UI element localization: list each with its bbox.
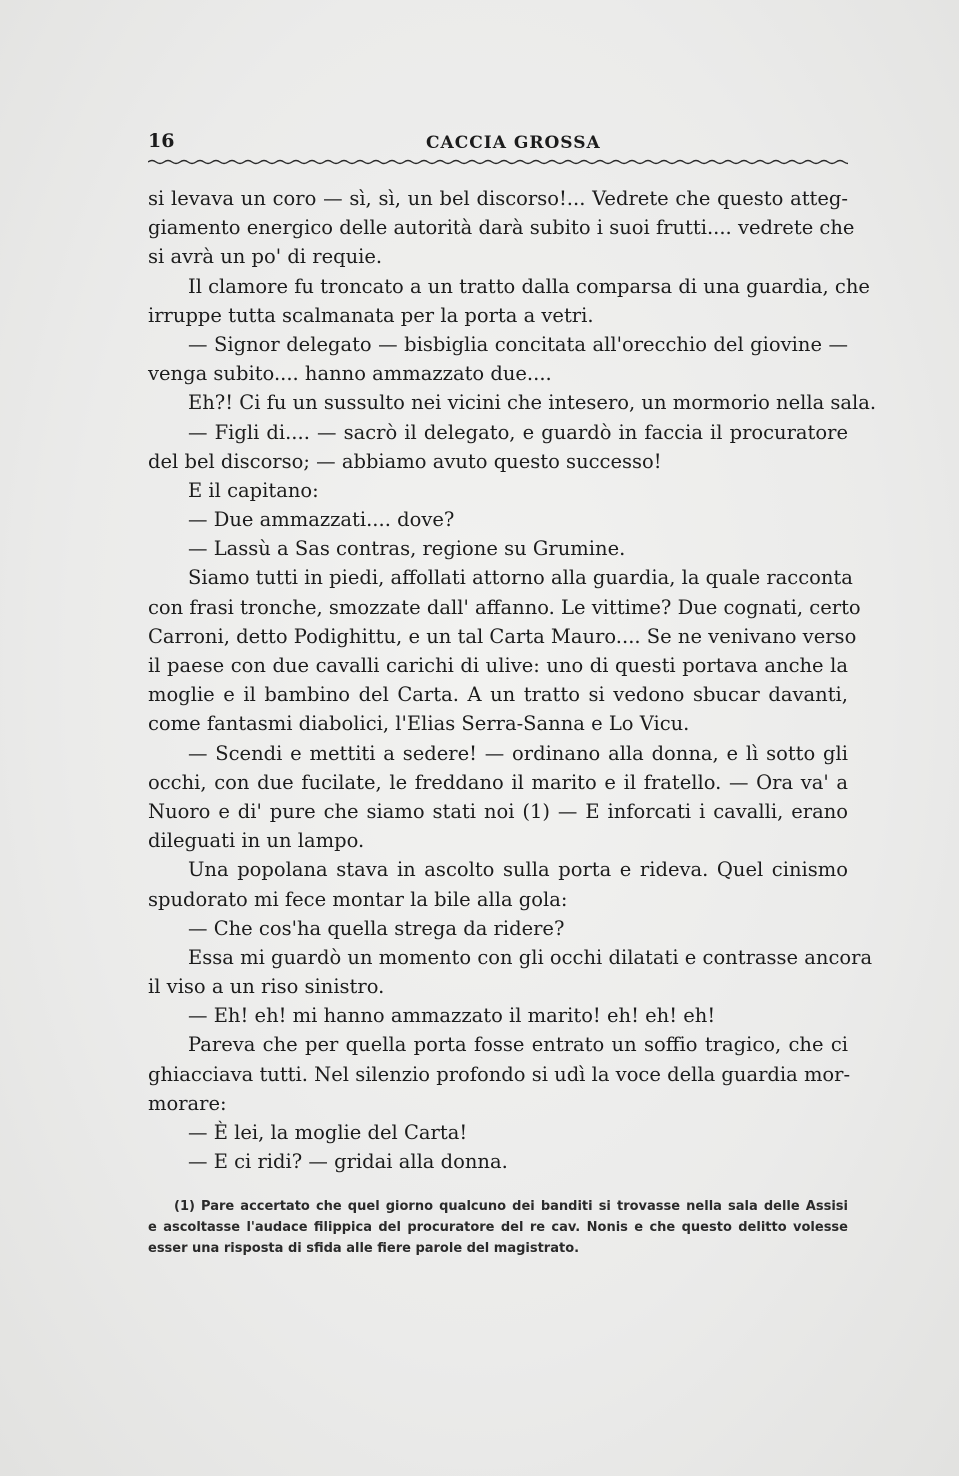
text-line: il viso a un riso sinistro. [148,975,385,999]
wavy-rule-divider [148,158,848,170]
text-line: Una popolana stava in ascolto sulla porta e rideva. Quel cinismo [188,858,848,882]
text-line: venga subito.... hanno ammazzato due.... [148,362,552,386]
text-line: — Signor delegato — bisbiglia concitata all'orecchio del giovine — [188,332,848,356]
text-line: Pareva che per quella porta fosse entrato un soffio tragico, che ci [188,1033,848,1057]
text-line: Nuoro e di' pure che siamo stati noi (1) — E inforcati i cavalli, erano [148,799,848,823]
text-line: del bel discorso; — abbiamo avuto questo successo! [148,449,662,473]
footnote-line: e ascoltasse l'audace filippica del procuratore del re cav. Nonis e che questo delitto volesse [148,1220,848,1235]
footnote-line: (1) Pare accertato che quel giorno qualcuno dei banditi si trovasse nella sala delle Assisi [174,1199,848,1214]
text-line: — E ci ridi? — gridai alla donna. [188,1150,508,1174]
text-line: E il capitano: [188,478,319,502]
text-line: Eh?! Ci fu un sussulto nei vicini che intesero, un mormorio nella sala. [188,391,877,415]
text-line: Siamo tutti in piedi, affollati attorno alla guardia, la quale racconta [188,566,853,590]
text-line: — Lassù a Sas contras, regione su Grumine. [188,537,626,561]
text-line: si levava un coro — sì, sì, un bel discorso!... Vedrete che questo atteg- [148,187,848,210]
text-line: — Che cos'ha quella strega da ridere? [188,916,565,940]
text-line: il paese con due cavalli carichi di ulive: uno di questi portava anche la [148,654,848,677]
text-line: — Eh! eh! mi hanno ammazzato il marito! eh! eh! eh! [188,1004,716,1028]
text-line: irruppe tutta scalmanata per la porta a vetri. [148,303,594,327]
text-line: morare: [148,1091,227,1115]
footnotes [148,1196,848,1259]
running-title: CACCIA GROSSA [426,133,601,153]
text-line: giamento energico delle autorità darà subito i suoi frutti.... vedrete che [148,216,855,240]
text-line: Il clamore fu troncato a un tratto dalla comparsa di una guardia, che [188,274,870,298]
page-number: 16 [148,130,175,152]
text-line: moglie e il bambino del Carta. A un tratto si vedono sbucar davanti, [148,683,848,707]
text-line: — Figli di.... — sacrò il delegato, e guardò in faccia il procuratore [188,420,848,444]
text-line: ghiacciava tutti. Nel silenzio profondo si udì la voce della guardia mor- [148,1062,851,1086]
text-line: spudorato mi fece montar la bile alla gola: [148,887,568,911]
body-text [148,184,877,1176]
page-header [148,128,848,158]
text-line: Carroni, detto Podighittu, e un tal Carta Mauro.... Se ne venivano verso [148,624,857,648]
text-line: si avrà un po' di requie. [148,245,383,269]
text-line: — È lei, la moglie del Carta! [188,1121,468,1144]
text-line: come fantasmi diabolici, l'Elias Serra-Sanna e Lo Vicu. [148,712,690,736]
text-line: dileguati in un lampo. [148,829,365,853]
text-line: occhi, con due fucilate, le freddano il marito e il fratello. — Ora va' a [148,770,848,794]
text-line: — Scendi e mettiti a sedere! — ordinano alla donna, e lì sotto gli [188,741,848,765]
text-line: con frasi tronche, smozzate dall' affanno. Le vittime? Due cognati, certo [148,595,861,619]
text-line: Essa mi guardò un momento con gli occhi dilatati e contrasse ancora [188,945,873,969]
footnote-line: esser una risposta di sfida alle fiere parole del magistrato. [148,1241,580,1256]
text-line: — Due ammazzati.... dove? [188,508,455,532]
